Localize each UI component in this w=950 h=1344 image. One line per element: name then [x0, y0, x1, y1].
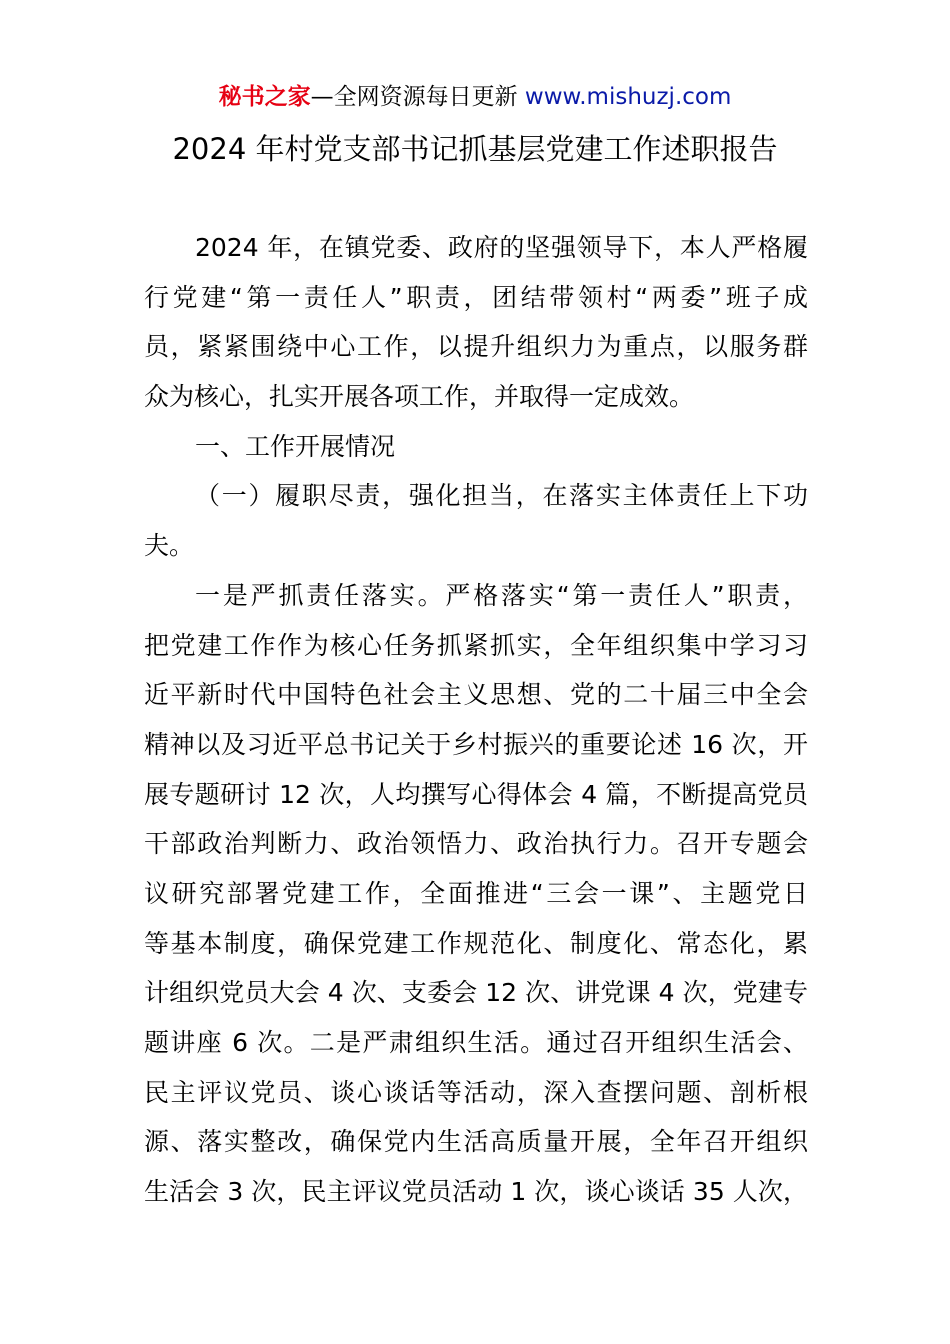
- text-line: 干部政治判断力、政治领悟力、政治执行力。召开专题会: [144, 829, 808, 859]
- text-line: 题讲座 6 次。二是严肃组织生活。通过召开组织生活会、: [144, 1028, 808, 1057]
- section-heading: 一、工作开展情况: [195, 431, 396, 461]
- text-line: 夫。: [144, 531, 195, 561]
- site-url-link[interactable]: www.mishuzj.com: [524, 84, 732, 110]
- text-line: 展专题研讨 12 次，人均撰写心得体会 4 篇，不断提高党员: [144, 779, 808, 809]
- text-line: 源、落实整改，确保党内生活高质量开展，全年召开组织: [144, 1127, 808, 1157]
- text-line: 民主评议党员、谈心谈话等活动，深入查摆问题、剖析根: [144, 1077, 808, 1107]
- text-line: 把党建工作作为核心任务抓紧抓实，全年组织集中学习习: [144, 630, 808, 660]
- text-line: 议研究部署党建工作，全面推进“三会一课”、主题党日: [144, 878, 808, 908]
- site-tagline: —全网资源每日更新: [310, 84, 525, 110]
- site-brand: 秘书之家: [218, 84, 311, 110]
- text-line: 众为核心，扎实开展各项工作，并取得一定成效。: [144, 382, 695, 412]
- site-header: [0, 82, 950, 112]
- document-body: [144, 223, 808, 1217]
- text-line: 精神以及习近平总书记关于乡村振兴的重要论述 16 次，开: [144, 729, 808, 759]
- text-line: 一是严抓责任落实。严格落实“第一责任人”职责，: [195, 580, 808, 610]
- text-line: 行党建“第一责任人”职责，团结带领村“两委”班子成: [144, 282, 808, 312]
- text-line: 生活会 3 次，民主评议党员活动 1 次，谈心谈话 35 人次，: [144, 1177, 808, 1207]
- text-line: 2024 年，在镇党委、政府的坚强领导下，本人严格履: [195, 233, 808, 262]
- text-line: 近平新时代中国特色社会主义思想、党的二十届三中全会: [144, 680, 808, 710]
- text-line: 计组织党员大会 4 次、支委会 12 次、讲党课 4 次，党建专: [144, 978, 808, 1008]
- text-line: 员，紧紧围绕中心工作，以提升组织力为重点，以服务群: [144, 332, 808, 362]
- text-line: 等基本制度，确保党建工作规范化、制度化、常态化，累: [144, 928, 808, 958]
- subsection-heading: （一）履职尽责，强化担当，在落实主体责任上下功: [195, 481, 808, 511]
- document-title: 2024 年村党支部书记抓基层党建工作述职报告: [172, 132, 778, 166]
